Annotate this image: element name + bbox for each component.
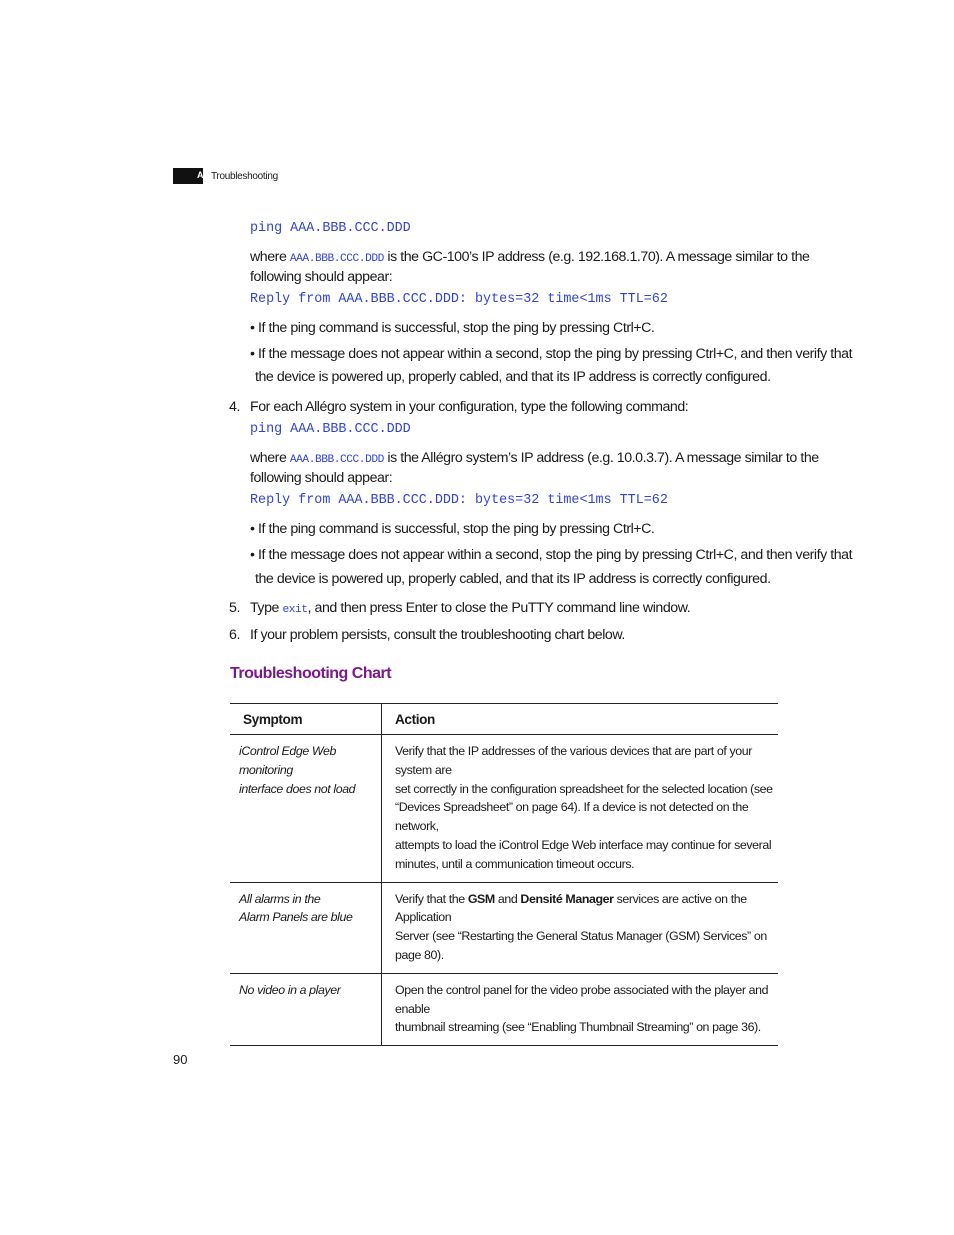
type-text: Type xyxy=(250,600,279,616)
ping-desc-line1 xyxy=(250,450,819,466)
action-line: “Devices Spreadsheet” on page 64). If a device is not detected on the network, xyxy=(395,800,749,834)
symptom-header: Symptom xyxy=(230,704,382,735)
section-title: Troubleshooting Chart xyxy=(230,665,392,682)
bullet-failure-line2: the device is powered up, properly cabled, and that its IP address is correctly configured. xyxy=(255,571,771,587)
step-number: 4. xyxy=(229,399,241,415)
ping-desc-line2: following should appear: xyxy=(250,470,393,486)
address-code: AAA.BBB.CCC.DDD xyxy=(289,454,384,466)
symptom-cell xyxy=(230,882,382,973)
table-row xyxy=(230,882,778,973)
action-line: thumbnail streaming (see “Enabling Thumbnail Streaming” on page 36). xyxy=(395,1020,761,1035)
symptom-line: iControl Edge Web monitoring xyxy=(239,744,336,777)
page-number: 90 xyxy=(173,1052,188,1067)
reply-output: Reply from AAA.BBB.CCC.DDD: bytes=32 time<1ms TTL=62 xyxy=(250,292,668,307)
gsm-term: GSM xyxy=(467,891,495,906)
action-line: Open the control panel for the video probe associated with the player and enable xyxy=(395,982,769,1016)
symptom-line: interface does not load xyxy=(239,781,356,796)
ping-desc-line2: following should appear: xyxy=(250,269,393,285)
running-header: Troubleshooting xyxy=(211,171,278,182)
densite-manager-term: Densité Manager xyxy=(520,891,614,906)
bullet-failure-line2: the device is powered up, properly cabled, and that its IP address is correctly configured. xyxy=(255,369,771,385)
ping-desc-line1 xyxy=(250,249,810,265)
table-row xyxy=(230,735,778,883)
step-rest-text: , and then press Enter to close the PuTTY command line window. xyxy=(307,600,691,616)
chapter-tab xyxy=(173,168,203,184)
ping-command: ping AAA.BBB.CCC.DDD xyxy=(250,422,411,437)
step-number: 5. xyxy=(229,600,241,616)
symptom-line: All alarms in the xyxy=(239,891,321,906)
reply-output: Reply from AAA.BBB.CCC.DDD: bytes=32 time<1ms TTL=62 xyxy=(250,493,668,508)
action-line: Verify that the IP addresses of the various devices that are part of your system are xyxy=(395,744,752,777)
bullet-failure-line1: • If the message does not appear within a second, stop the ping by pressing Ctrl+C, and then verify that xyxy=(250,547,853,563)
troubleshooting-table xyxy=(230,703,778,1046)
where-text: where xyxy=(250,249,287,265)
step-text xyxy=(250,600,690,616)
action-line: minutes, until a communication timeout occurs. xyxy=(395,856,635,871)
action-line: attempts to load the iControl Edge Web interface may continue for several xyxy=(395,837,772,852)
bullet-success: • If the ping command is successful, stop the ping by pressing Ctrl+C. xyxy=(250,320,655,336)
step-number: 6. xyxy=(229,627,241,643)
bullet-success: • If the ping command is successful, stop the ping by pressing Ctrl+C. xyxy=(250,521,655,537)
action-text: and xyxy=(497,891,518,906)
action-text: Verify that the xyxy=(395,891,465,906)
desc-text: is the Allégro system’s IP address (e.g. 10.0.3.7). A message similar to the xyxy=(387,450,819,466)
table-row xyxy=(230,973,778,1045)
symptom-line: Alarm Panels are blue xyxy=(239,910,353,925)
table-header-row xyxy=(230,704,778,735)
step-text: For each Allégro system in your configuration, type the following command: xyxy=(250,399,689,415)
action-text: services are active on the Application xyxy=(395,891,747,925)
action-line: set correctly in the configuration spreadsheet for the selected location (see xyxy=(395,781,773,796)
chapter-tab-letter: A xyxy=(197,170,203,180)
exit-code: exit xyxy=(282,604,308,616)
symptom-line: No video in a player xyxy=(239,982,341,997)
symptom-cell xyxy=(230,973,382,1045)
address-code: AAA.BBB.CCC.DDD xyxy=(289,253,384,265)
ping-command: ping AAA.BBB.CCC.DDD xyxy=(250,221,411,236)
action-cell xyxy=(382,735,779,883)
action-line: Server (see “Restarting the General Status Manager (GSM) Services” on page 80). xyxy=(395,929,767,962)
bullet-failure-line1: • If the message does not appear within a second, stop the ping by pressing Ctrl+C, and then verify that xyxy=(250,346,853,362)
action-cell xyxy=(382,882,779,973)
action-cell xyxy=(382,973,779,1045)
action-header: Action xyxy=(382,704,779,735)
desc-text: is the GC-100’s IP address (e.g. 192.168.1.70). A message similar to the xyxy=(387,249,810,265)
step-text: If your problem persists, consult the troubleshooting chart below. xyxy=(250,627,625,643)
action-line xyxy=(395,890,778,928)
where-text: where xyxy=(250,450,287,466)
symptom-cell xyxy=(230,735,382,883)
